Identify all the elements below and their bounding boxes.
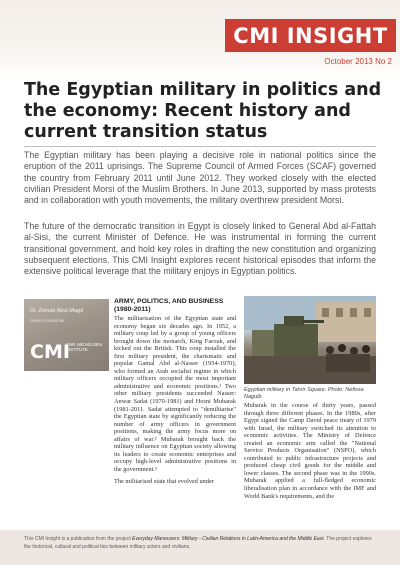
project-title: Everyday Maneuvers: Military - Civilian Relations in Latin-America and the Middle East — [132, 536, 324, 542]
cmi-logo-mark: CMI — [30, 341, 70, 363]
body-paragraph: The militarisation of the Egyptian state and economy began six decades ago. In 1952, a military coup led by a group of young officers brought down the monarch, King Farouk, and kicked out the British. This coup installed the first military president, the charismatic and popular Gamal Abd al-Nasser (1954-1970), who formed an Arab socialist regime in which military officers occupied the most important administrative and economic positions.¹ Two other military presidents succeeded Nasser: Anwar Sadat (1970-1981) and Hosni Mubarak (1981-2011. Sadat attempted to "demilitarise" the Egyptian state by significantly reducing the number of army officers in government positions, making the army focus more on affairs of war.² Mubarak brought back the military influence on Egyptian society allowing its leaders to create economic enterprises and occupy high-level administrative positions in the government.³ — [114, 315, 236, 473]
article-column-1 — [114, 298, 236, 486]
tahrir-square-photo — [244, 296, 376, 384]
cmi-logo-fullname: CHR. MICHELSEN INSTITUTE — [66, 342, 102, 352]
cmi-insight-logo: CMI INSIGHT — [225, 19, 396, 52]
lead-paragraph-2: The future of the democratic transition in Egypt is closely linked to General Abd al-Fattah al-Sisi, the current Minister of Defence. He was instrumental in forming the current transitional government, and hold key roles in drafting the new constitution and organizing subsequent elections. This CMI Insight explores recent historical episodes that inform the extensive political leverage that the military enjoys in Egyptian politics. — [24, 221, 376, 277]
photo-caption: Egyptian military in Tahrir Square. Photo: Nefissa Naguib. — [244, 387, 364, 400]
article-column-2 — [244, 402, 376, 500]
author-role: Guest researcher — [30, 318, 65, 323]
photo-illustration — [244, 296, 376, 384]
author-name: Dr. Zeinab Abul-Magd — [30, 308, 84, 314]
article-title: The Egyptian military in politics and the economy: Recent history and current transition status — [24, 80, 382, 142]
footer-note — [24, 536, 376, 551]
issue-date: October 2013 No 2 — [324, 57, 392, 66]
footer-prefix: This CMI Insight is a publication from the project — [24, 536, 133, 542]
body-paragraph: The militarised state that evolved under — [114, 478, 214, 486]
title-divider — [24, 146, 376, 147]
section-heading: ARMY, POLITICS, AND BUSINESS (1980-2011) — [114, 298, 224, 313]
lead-paragraph-1: The Egyptian military has been playing a decisive role in national politics since the eruption of the 2011 uprisings. The Supreme Council of Armed Forces (SCAF) governed the country from February 2011 until June 2012. They worked closely with the elected civilian President Morsi of the Muslim Brothers. In June 2013, supported by mass protests and in collaboration with youth movements, the military overthrew president Morsi. — [24, 150, 376, 206]
body-paragraph: Mubarak in the course of thirty years, passed through three different phases. In the 1980s, after Egypt signed the Camp David peace treaty of 1979 with Israel, the military switched its attention to economic activities. The Ministry of Defence created an economic arm called the "National Service Products Organisation" (NSPO), which contributed to public infrastructure projects and produced cheap civil goods for the middle and lower classes. The second phase was in the 1990s. Mubarak applied a full-fledged economic liberalisation plan in accordance with the IMF and World Bank's requirements, and the — [244, 402, 376, 500]
footer-suffix: . The project explores the historical, cultural and political ties between military actors and civilians. — [24, 536, 372, 550]
